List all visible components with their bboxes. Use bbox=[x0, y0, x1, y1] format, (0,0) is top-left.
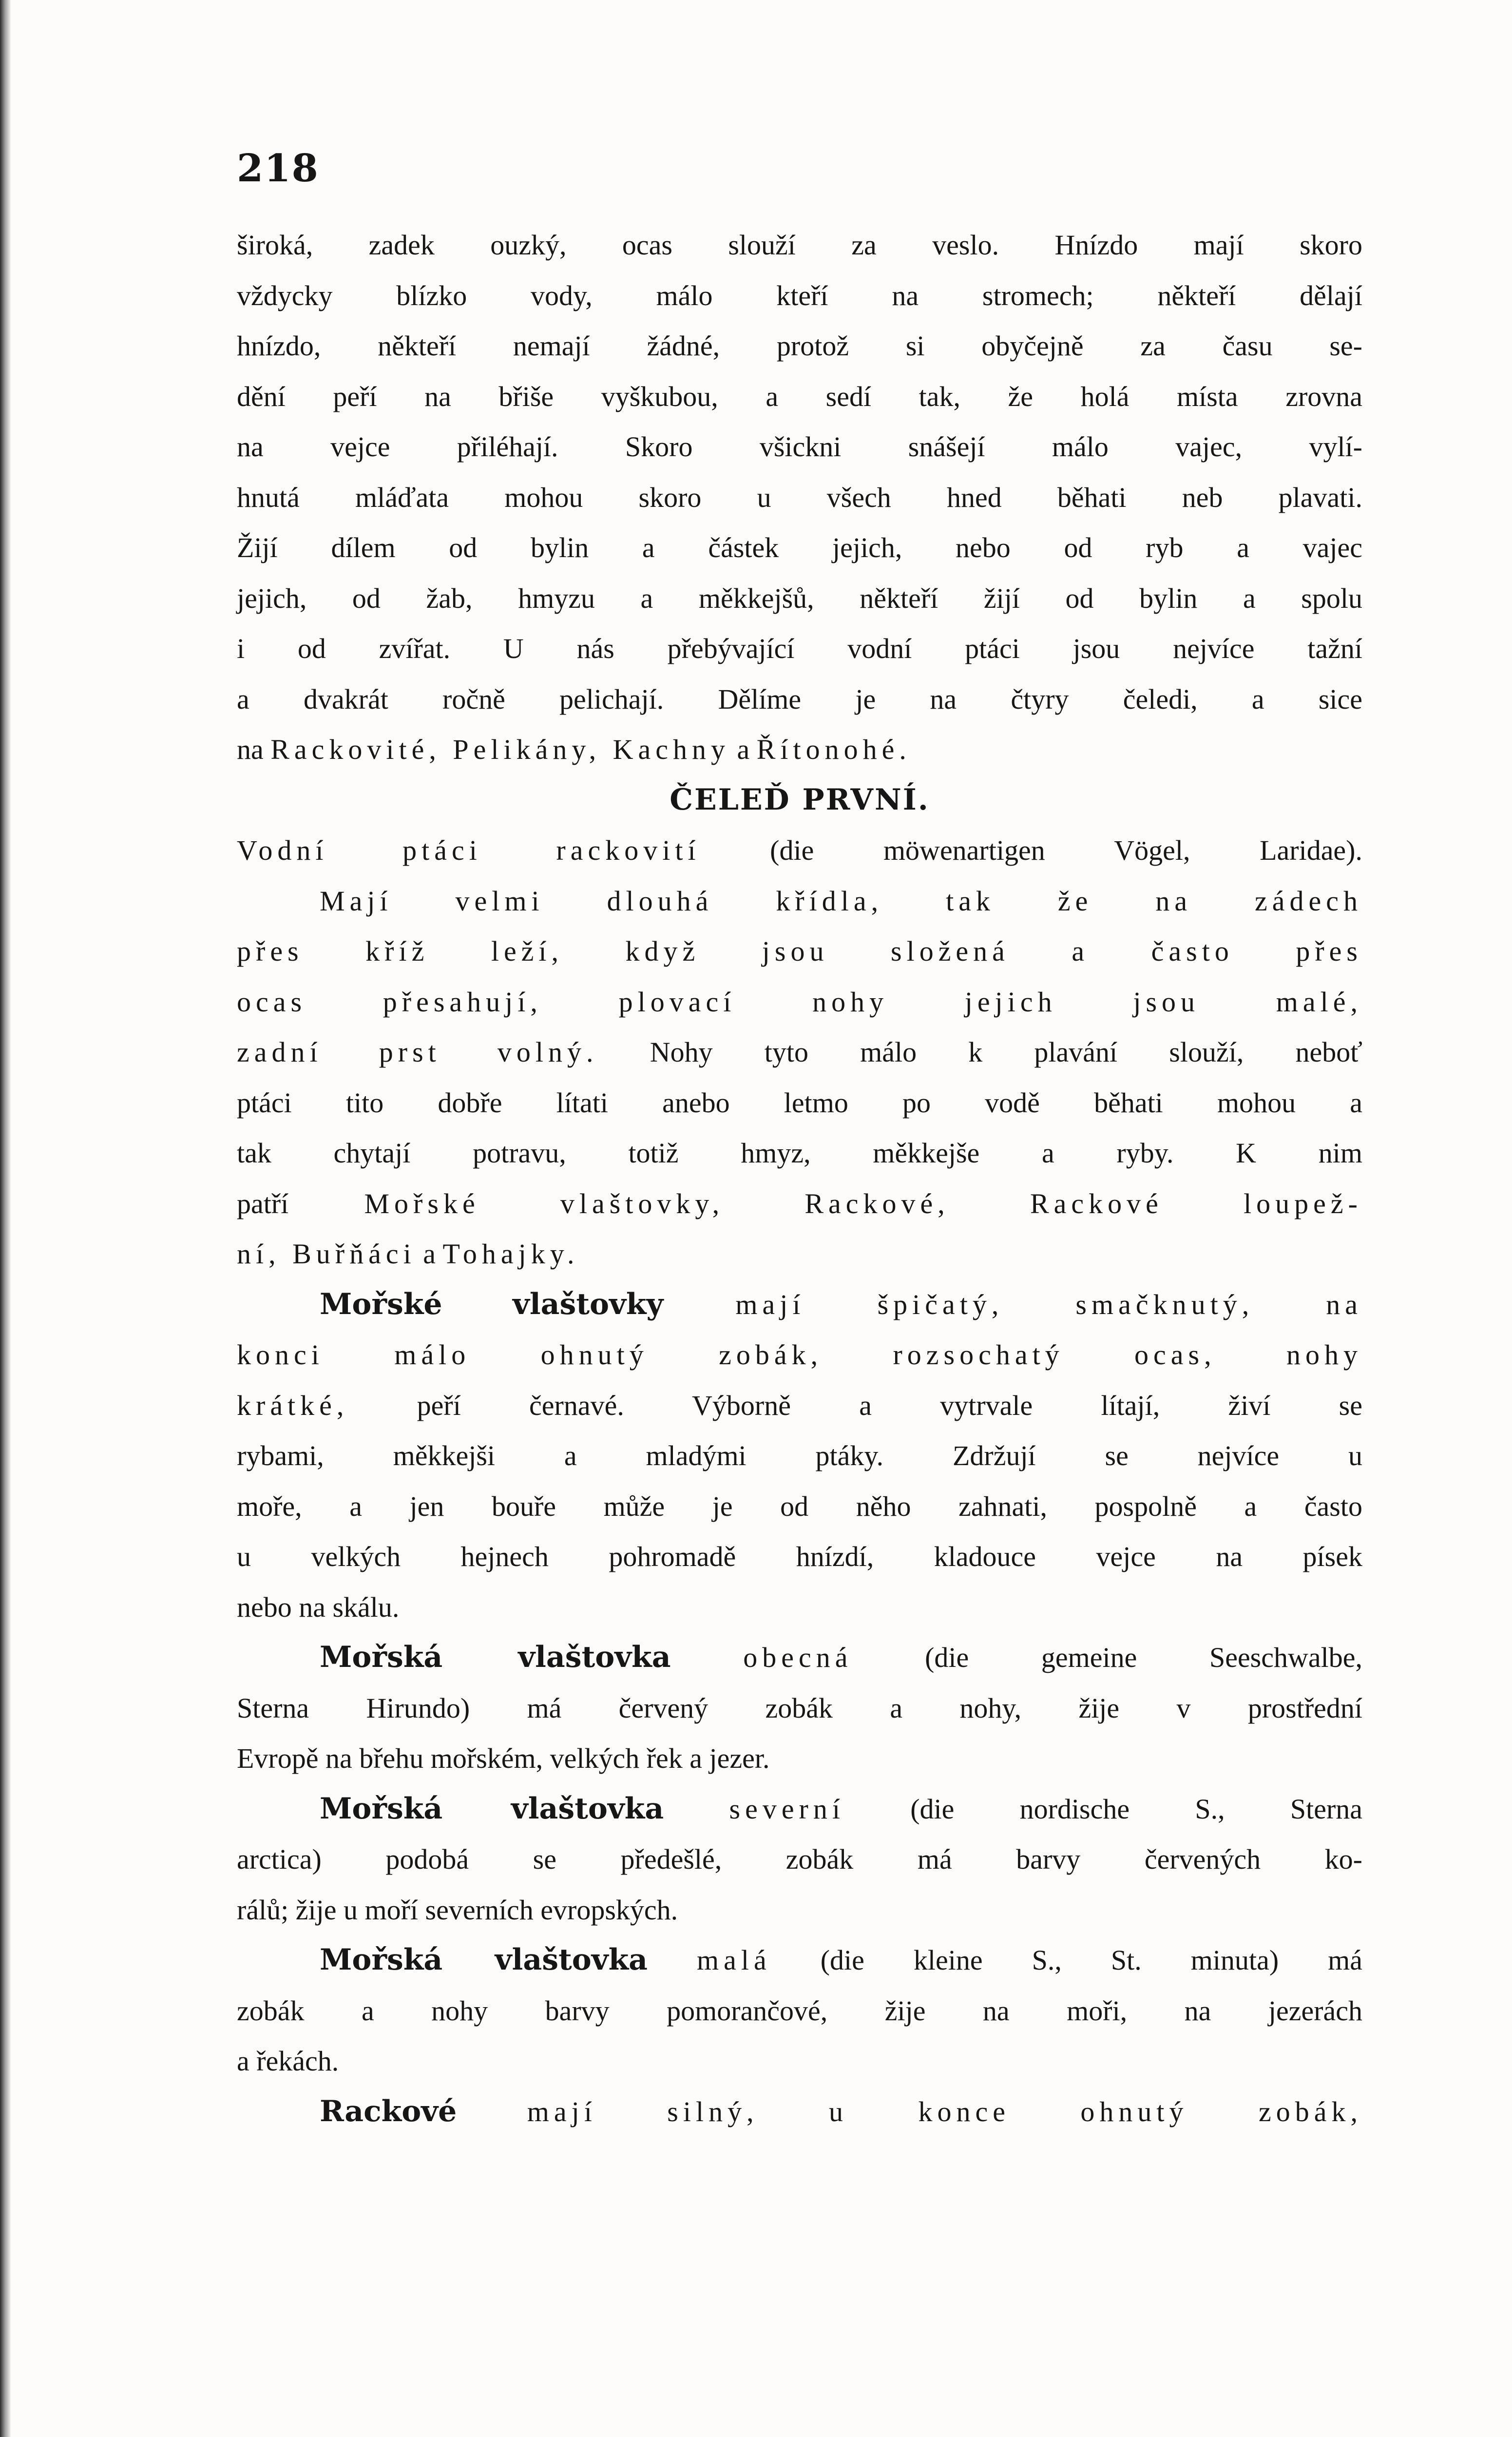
text-line bbox=[237, 220, 1362, 271]
text-line bbox=[237, 825, 1362, 876]
text-span: tak chytají potravu, totiž hmyz, měkkejše a ryby. K nim bbox=[237, 1137, 1362, 1169]
text-span: (die möwenartigen Vögel, Laridae). bbox=[700, 834, 1362, 866]
text-line bbox=[237, 1229, 1362, 1279]
text-span: (die kleine S., St. minuta) má bbox=[771, 1944, 1362, 1976]
text-span: dění peří na břiše vyškubou, a sedí tak, že holá místa zrovna bbox=[237, 380, 1362, 412]
text-span: (die gemeine Seeschwalbe, bbox=[852, 1642, 1362, 1673]
spaced-text: ocas přesahují, plovací nohy jejich jsou malé, bbox=[237, 986, 1362, 1018]
text-line bbox=[237, 1481, 1362, 1532]
text-line bbox=[237, 321, 1362, 371]
page-left-edge bbox=[0, 0, 11, 2437]
text-span: ptáci tito dobře lítati anebo letmo po vodě běhati mohou a bbox=[237, 1086, 1362, 1119]
text-span: Evropě na břehu mořském, velkých řek a jezer. bbox=[237, 1742, 770, 1774]
text-span: moře, a jen bouře může je od něho zahnati, pospolně a často bbox=[237, 1490, 1362, 1522]
text-span: vždycky blízko vody, málo kteří na stromech; někteří dělají bbox=[237, 279, 1362, 311]
text-span: a bbox=[416, 1238, 443, 1270]
spaced-text: ní, Buřňáci bbox=[237, 1238, 416, 1270]
text-span: zobák a nohy barvy pomorančové, žije na moři, na jezerách bbox=[237, 1994, 1362, 2027]
text-span: u velkých hejnech pohromadě hnízdí, kladouce vejce na písek bbox=[237, 1541, 1362, 1572]
page-number: 218 bbox=[237, 146, 319, 191]
text-line bbox=[237, 1027, 1362, 1078]
text-line bbox=[237, 1986, 1362, 2036]
text-line bbox=[237, 422, 1362, 472]
text-line bbox=[237, 926, 1362, 977]
text-span: peří černavé. Výborně a vytrvale lítají, živí se bbox=[348, 1389, 1362, 1421]
text-span: na bbox=[237, 734, 271, 765]
text-block bbox=[237, 220, 1362, 2137]
text-line bbox=[237, 1784, 1362, 1835]
text-line bbox=[237, 1935, 1362, 1986]
text-line bbox=[237, 724, 1362, 775]
text-span: rybami, měkkejši a mladými ptáky. Zdržují se nejvíce u bbox=[237, 1440, 1362, 1471]
text-span bbox=[671, 1642, 744, 1673]
spaced-text: Mají velmi dlouhá křídla, tak že na zádech bbox=[320, 885, 1362, 917]
text-line bbox=[237, 1531, 1362, 1582]
text-span: a bbox=[729, 734, 757, 765]
spaced-text: Rackovité, Pelikány, Kachny bbox=[270, 734, 730, 765]
text-line bbox=[237, 977, 1362, 1027]
section-heading bbox=[237, 775, 1362, 826]
text-span: arctica) podobá se předešlé, zobák má barvy červených ko- bbox=[237, 1843, 1362, 1875]
text-line bbox=[237, 573, 1362, 624]
text-line bbox=[237, 1683, 1362, 1734]
text-line bbox=[237, 1582, 1362, 1633]
bold-term: Mořská vlaštovka bbox=[320, 1640, 671, 1674]
text-line bbox=[237, 674, 1362, 725]
spaced-text: krátké, bbox=[237, 1389, 349, 1421]
text-span: a řekách. bbox=[237, 2045, 339, 2077]
spaced-text: malá bbox=[697, 1944, 771, 1976]
text-span bbox=[648, 1944, 697, 1976]
bold-term: Rackové bbox=[320, 2094, 457, 2128]
text-line bbox=[237, 1885, 1362, 1935]
spaced-text: obecná bbox=[743, 1642, 853, 1673]
text-span: i od zvířat. U nás přebývající vodní ptáci jsou nejvíce tažní bbox=[237, 633, 1362, 664]
spaced-text: mají silný, u konce ohnutý zobák, bbox=[457, 2095, 1362, 2128]
text-line bbox=[237, 1128, 1362, 1179]
text-span: široká, zadek ouzký, ocas slouží za veslo. Hnízdo mají skoro bbox=[237, 229, 1362, 261]
spaced-text: zadní prst volný. bbox=[237, 1036, 598, 1068]
text-line bbox=[237, 1834, 1362, 1885]
spaced-text: mají špičatý, smačknutý, na bbox=[663, 1288, 1363, 1320]
text-span: ČELEĎ PRVNÍ. bbox=[670, 782, 930, 817]
text-span: rálů; žije u moří severních evropských. bbox=[237, 1894, 678, 1926]
spaced-text: Vodní ptáci rackovití bbox=[237, 834, 701, 866]
text-span: na vejce přiléhají. Skoro všickni snášejí málo vajec, vylí- bbox=[237, 431, 1362, 463]
text-span: jejich, od žab, hmyzu a měkkejšů, někteří žijí od bylin a spolu bbox=[237, 582, 1362, 614]
text-line bbox=[237, 1078, 1362, 1128]
text-line bbox=[237, 1179, 1362, 1229]
spaced-text: přes kříž leží, když jsou složená a často přes bbox=[237, 935, 1362, 967]
text-span: Žijí dílem od bylin a částek jejich, nebo od ryb a vajec bbox=[237, 532, 1362, 563]
spaced-text: severní bbox=[729, 1793, 845, 1825]
text-span: Nohy tyto málo k plavání slouží, neboť bbox=[598, 1036, 1362, 1068]
text-line bbox=[237, 371, 1362, 422]
spaced-text: Mořské vlaštovky, Rackové, Rackové loupež- bbox=[364, 1187, 1362, 1219]
text-span: hnutá mláďata mohou skoro u všech hned běhati neb plavati. bbox=[237, 481, 1362, 513]
spaced-text: konci málo ohnutý zobák, rozsochatý ocas, nohy bbox=[237, 1339, 1362, 1371]
text-line bbox=[237, 1733, 1362, 1784]
text-line bbox=[237, 1279, 1362, 1330]
page-body bbox=[237, 146, 1362, 2137]
bold-term: Mořská vlaštovka bbox=[320, 1791, 664, 1826]
text-span: Sterna Hirundo) má červený zobák a nohy, žije v prostřední bbox=[237, 1692, 1362, 1724]
text-span: hnízdo, někteří nemají žádné, protož si obyčejně za času se- bbox=[237, 330, 1362, 362]
text-line bbox=[237, 271, 1362, 321]
spaced-text: Tohajky. bbox=[442, 1238, 579, 1270]
bold-term: Mořská vlaštovka bbox=[320, 1943, 648, 1977]
text-line bbox=[237, 472, 1362, 523]
text-span: (die nordische S., Sterna bbox=[845, 1793, 1363, 1825]
text-line bbox=[237, 1330, 1362, 1380]
text-span: patří bbox=[237, 1187, 364, 1219]
text-line bbox=[237, 1431, 1362, 1481]
text-span: a dvakrát ročně pelichají. Dělíme je na čtyry čeledi, a sice bbox=[237, 683, 1362, 715]
text-line bbox=[237, 2087, 1362, 2137]
text-line bbox=[237, 2036, 1362, 2087]
text-line bbox=[237, 1632, 1362, 1683]
text-line bbox=[237, 1380, 1362, 1431]
text-line bbox=[237, 522, 1362, 573]
spaced-text: Řítonohé. bbox=[756, 734, 911, 765]
text-span: nebo na skálu. bbox=[237, 1591, 400, 1623]
text-line bbox=[237, 876, 1362, 927]
text-span bbox=[664, 1793, 729, 1825]
text-line bbox=[237, 623, 1362, 674]
bold-term: Mořské vlaštovky bbox=[320, 1287, 664, 1321]
